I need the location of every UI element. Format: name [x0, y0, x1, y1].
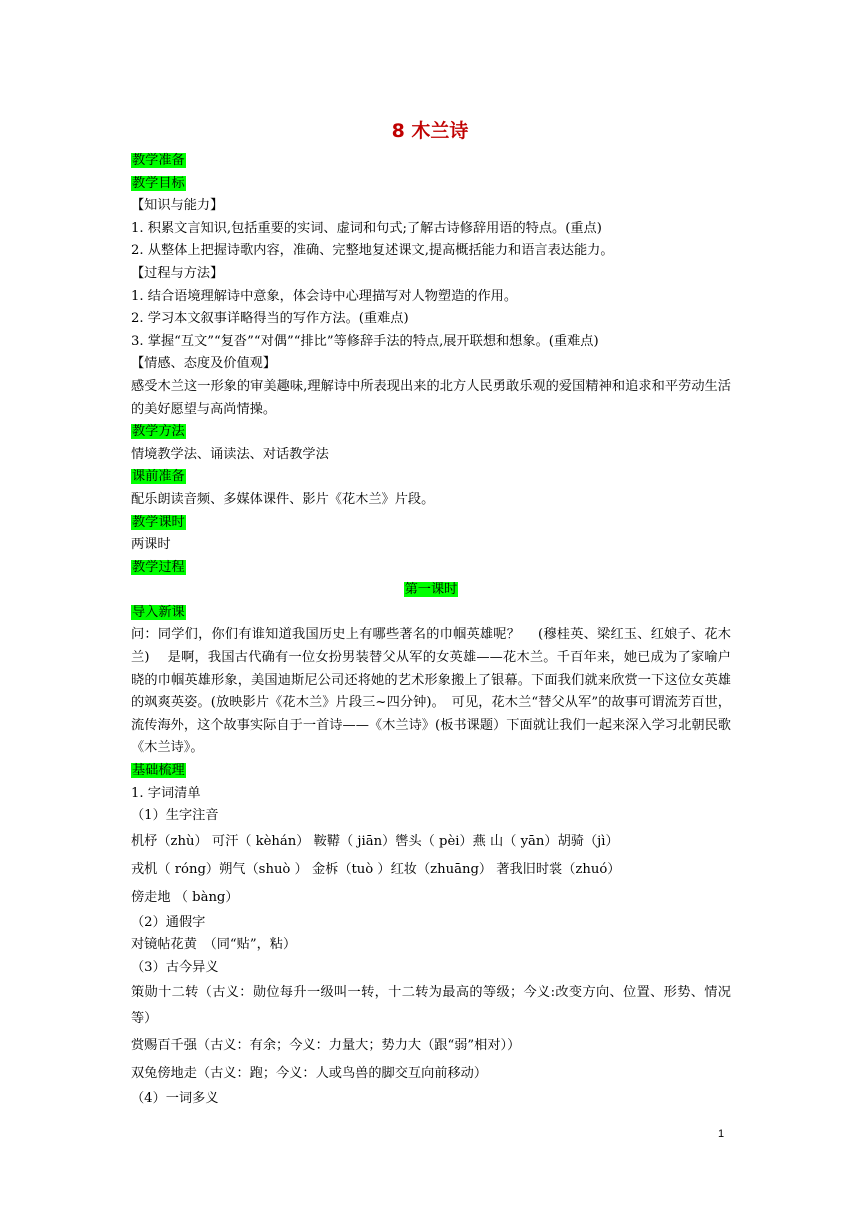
- word-list-heading: 1. 字词清单: [131, 785, 201, 801]
- section-heading-goals: 教学目标: [132, 175, 185, 191]
- pronunciation-line-2: 戎机（ róng）朔气（shuò ） 金柝（tuò ）红妆（zhuāng） 著我旧时裳（zhuó）: [131, 861, 621, 877]
- pronunciation-line-1: 机杼（zhù） 可汗（ kèhán） 鞍鞯（ jiān）辔头（ pèi）燕 山（ yān）胡骑（jì）: [131, 833, 619, 849]
- subheading-knowledge: 【知识与能力】: [131, 198, 224, 214]
- section-heading-prep: 教学准备: [132, 153, 185, 168]
- section-heading-intro: 导入新课: [132, 604, 185, 620]
- preparation-text: 配乐朗读音频、多媒体课件、影片《花木兰》片段。: [131, 491, 435, 507]
- section-heading-process: 教学过程: [132, 559, 185, 575]
- subheading-process: 【过程与方法】: [131, 265, 224, 281]
- ancient-modern-item-3: 双兔傍地走（古义：跑；今义：人或鸟兽的脚交互向前移动）: [131, 1065, 488, 1081]
- process-item-2: 2. 学习本文叙事详略得当的写作方法。(重难点): [131, 311, 409, 327]
- ancient-modern-item-2: 赏赐百千强（古义：有余；今义：力量大；势力大（跟“弱”相对））: [131, 1037, 521, 1053]
- document-body: [131, 150, 731, 1110]
- intro-paragraph: 问：同学们，你们有谁知道我国历史上有哪些著名的巾帼英雄呢？ (穆桂英、梁红玉、红娘子、花木兰) 是啊，我国古代确有一位女扮男装替父从军的女英雄——花木兰。千百年来，她已成为了家喻户晓的巾帼英雄形象，美国迪斯尼公司还将她的艺术形象搬上了银幕。下面我们就来欣赏一下这位女英雄的飒爽英姿。(放映影片《花木兰》片段三~四分钟)。 可见，花木兰“替父从军”的故事可谓流芳百世，流传海外，这个故事实际自于一首诗——《木兰诗》(板书课题）下面就让我们一起来深入学习北朝民歌《木兰诗》。: [131, 627, 731, 756]
- polysemy-heading: （4）一词多义: [131, 1090, 219, 1106]
- ancient-modern-heading: （3）古今异义: [131, 960, 219, 975]
- process-item-3: 3. 掌握“互文”“复沓”“对偶”“排比”等修辞手法的特点,展开联想和想象。(重难点): [131, 333, 599, 349]
- page-number: 1: [718, 1128, 725, 1140]
- section-heading-method: 教学方法: [132, 424, 185, 440]
- subheading-values: 【情感、态度及价值观】: [131, 356, 277, 372]
- section-heading-hours: 教学课时: [132, 514, 185, 530]
- method-text: 情境教学法、诵读法、对话教学法: [131, 446, 329, 462]
- page-title: 8 木兰诗: [391, 120, 469, 142]
- goal-item-2: 2. 从整体上把握诗歌内容，准确、完整地复述课文,提高概括能力和语言表达能力。: [131, 243, 614, 259]
- loanword-heading: （2）通假字: [131, 914, 206, 930]
- pronunciation-heading: （1）生字注音: [131, 808, 219, 824]
- loanword-item: 对镜帖花黄 （同“贴”，粘）: [131, 937, 297, 953]
- section-heading-basics: 基础梳理: [132, 763, 185, 779]
- hours-text: 两课时: [131, 537, 171, 553]
- ancient-modern-item-1: 策勋十二转（古义：勋位每升一级叫一转，十二转为最高的等级；今义:改变方向、位置、形势、情况等）: [131, 984, 731, 1026]
- lesson-one-heading: 第一课时: [404, 582, 458, 598]
- section-heading-preparation: 课前准备: [132, 469, 185, 485]
- process-item-1: 1. 结合语境理解诗中意象，体会诗中心理描写对人物塑造的作用。: [131, 288, 518, 304]
- pronunciation-line-3: 傍走地 （ bàng）: [131, 889, 239, 905]
- values-paragraph: 感受木兰这一形象的审美趣味,理解诗中所表现出来的北方人民勇敢乐观的爱国精神和追求和平劳动生活的美好愿望与高尚情操。: [131, 378, 731, 417]
- goal-item-1: 1. 积累文言知识,包括重要的实词、虚词和句式;了解古诗修辞用语的特点。(重点): [131, 220, 602, 236]
